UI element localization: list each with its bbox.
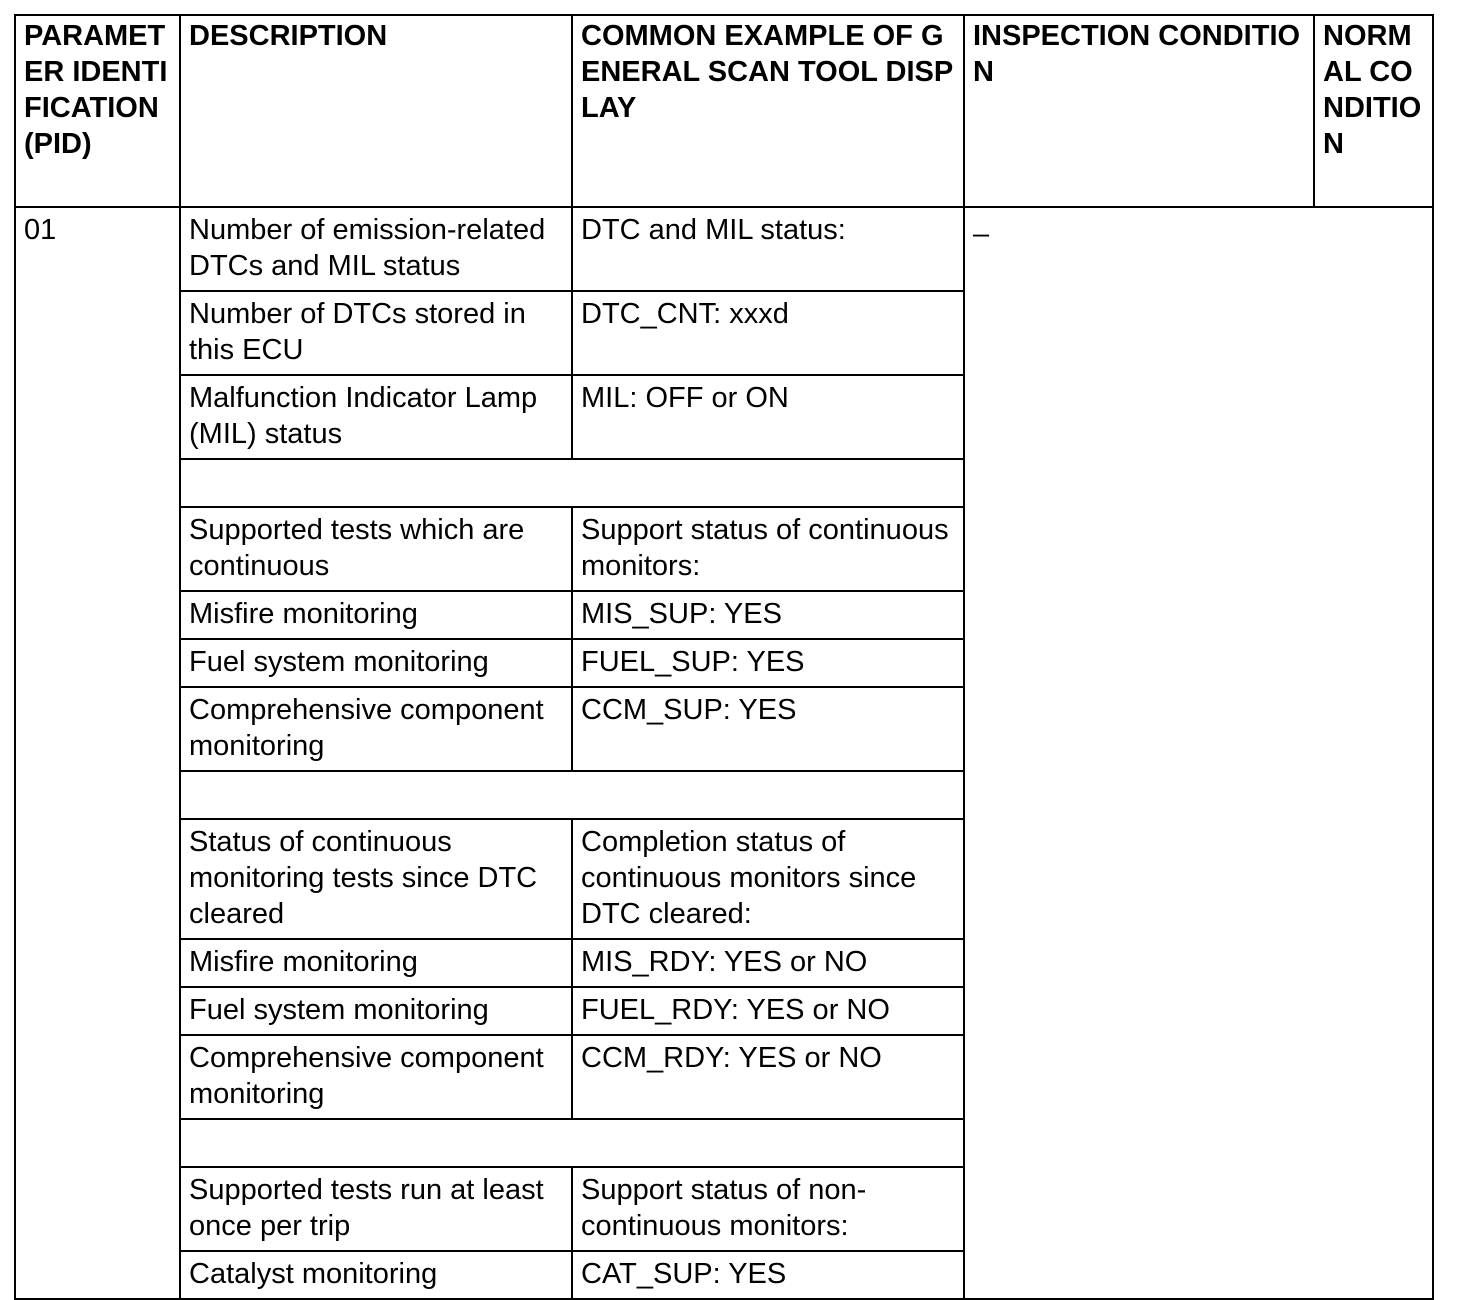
- row-description: Status of continuous monitoring tests since DTC cleared: [180, 819, 572, 939]
- row-display: CAT_SUP: YES: [572, 1251, 964, 1299]
- row-display: FUEL_RDY: YES or NO: [572, 987, 964, 1035]
- row-description: Comprehensive component monitoring: [180, 1035, 572, 1119]
- row-display: MIL: OFF or ON: [572, 375, 964, 459]
- table-row: [15, 207, 1433, 291]
- header-normal: NORMAL CONDITION: [1314, 15, 1433, 207]
- row-description: Fuel system monitoring: [180, 987, 572, 1035]
- row-description: Fuel system monitoring: [180, 639, 572, 687]
- row-display: CCM_SUP: YES: [572, 687, 964, 771]
- row-display: DTC_CNT: xxxd: [572, 291, 964, 375]
- row-description: Comprehensive component monitoring: [180, 687, 572, 771]
- row-display: CCM_RDY: YES or NO: [572, 1035, 964, 1119]
- header-pid: PARAMETER IDENTIFICATION (PID): [15, 15, 180, 207]
- inspection-cell: [964, 207, 1433, 1299]
- pid-value: 01: [15, 207, 180, 1299]
- row-description: Number of emission-related DTCs and MIL status: [180, 207, 572, 291]
- row-description: Supported tests run at least once per trip: [180, 1167, 572, 1251]
- header-inspection: INSPECTION CONDITION: [964, 15, 1314, 207]
- row-display: MIS_SUP: YES: [572, 591, 964, 639]
- spacer-cell: [180, 1119, 964, 1167]
- row-description: Misfire monitoring: [180, 939, 572, 987]
- row-display: Completion status of continuous monitors since DTC cleared:: [572, 819, 964, 939]
- spacer-cell: [180, 459, 964, 507]
- row-description: Misfire monitoring: [180, 591, 572, 639]
- row-display: DTC and MIL status:: [572, 207, 964, 291]
- row-display: FUEL_SUP: YES: [572, 639, 964, 687]
- spacer-cell: [180, 771, 964, 819]
- header-row: [15, 15, 1433, 207]
- row-display: MIS_RDY: YES or NO: [572, 939, 964, 987]
- row-display: Support status of non-continuous monitors:: [572, 1167, 964, 1251]
- header-description: DESCRIPTION: [180, 15, 572, 207]
- pid-table: [14, 14, 1434, 1300]
- row-display: Support status of continuous monitors:: [572, 507, 964, 591]
- inspection-value: –: [973, 218, 990, 250]
- row-description: Supported tests which are continuous: [180, 507, 572, 591]
- row-description: Number of DTCs stored in this ECU: [180, 291, 572, 375]
- header-display: COMMON EXAMPLE OF GENERAL SCAN TOOL DISPLAY: [572, 15, 964, 207]
- row-description: Malfunction Indicator Lamp (MIL) status: [180, 375, 572, 459]
- row-description: Catalyst monitoring: [180, 1251, 572, 1299]
